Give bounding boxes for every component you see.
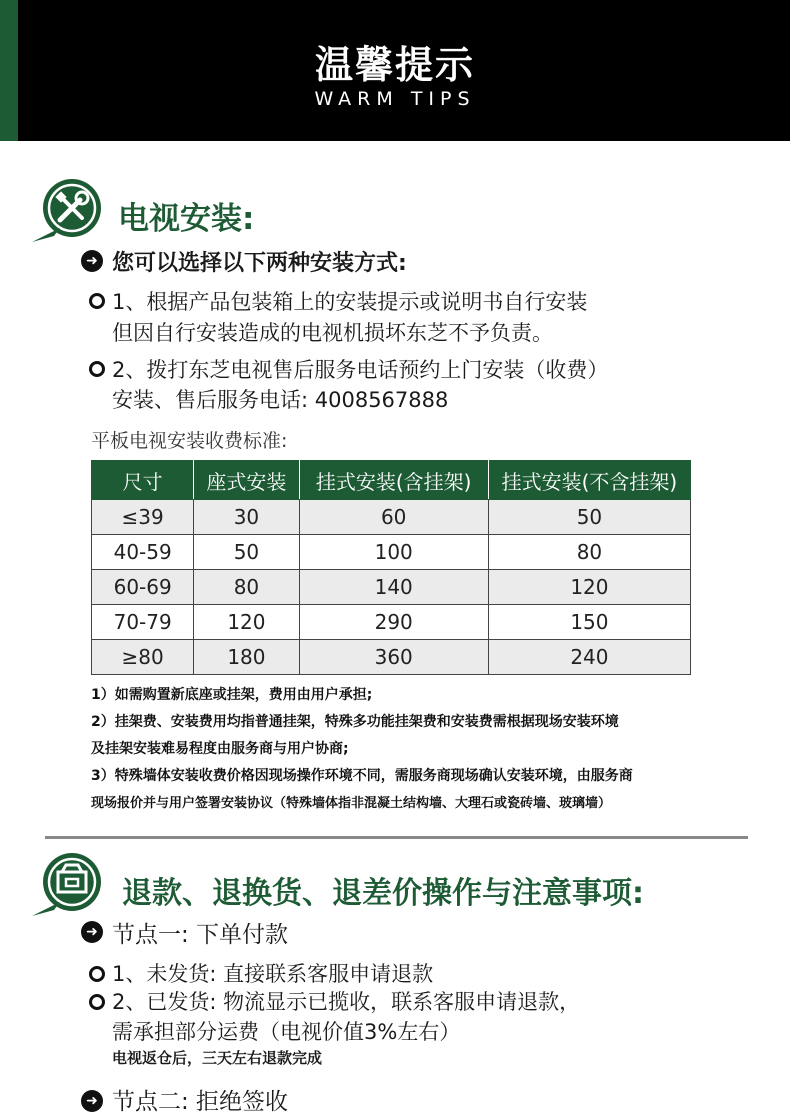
column-header: 挂式安装(不含挂架)	[488, 461, 690, 500]
fee-table-caption: 平板电视安装收费标准:	[91, 430, 288, 452]
circle-bullet-icon	[89, 966, 105, 982]
arrow-bullet-icon: ➜	[81, 250, 103, 272]
column-header: 挂式安装(含挂架)	[299, 461, 488, 500]
table-cell: 80	[194, 570, 299, 605]
table-header-row	[92, 461, 691, 500]
fee-note: 现场报价并与用户签署安装协议（特殊墙体指非混凝土结构墙、大理石或瓷砖墙、玻璃墙）	[91, 796, 612, 811]
table-cell: 70-79	[92, 605, 194, 640]
table-cell: ≤39	[92, 500, 194, 535]
node1-item1: 1、未发货: 直接联系客服申请退款	[112, 962, 434, 986]
install-fee-table	[91, 460, 691, 675]
table-cell: 50	[488, 500, 690, 535]
section-divider	[45, 836, 748, 839]
fee-note: 及挂架安装难易程度由服务商与用户协商;	[91, 741, 349, 757]
header-title: 温馨提示	[314, 43, 475, 87]
table-cell: 120	[488, 570, 690, 605]
install-option2-line1: 2、拨打东芝电视售后服务电话预约上门安装（收费）	[112, 358, 609, 382]
table-cell: 50	[194, 535, 299, 570]
table-cell: 180	[194, 640, 299, 675]
section-title-installation: 电视安装:	[118, 201, 255, 237]
circle-bullet-icon	[89, 293, 105, 309]
node1-note: 电视返仓后，三天左右退款完成	[112, 1049, 323, 1067]
table-row	[92, 535, 691, 570]
table-cell: ≥80	[92, 640, 194, 675]
tools-icon	[30, 176, 108, 246]
arrow-bullet-icon: ➜	[81, 921, 103, 943]
table-row	[92, 500, 691, 535]
table-cell: 150	[488, 605, 690, 640]
column-header: 尺寸	[92, 461, 194, 500]
column-header: 座式安装	[194, 461, 299, 500]
header-subtitle: WARM TIPS	[314, 88, 476, 110]
table-cell: 240	[488, 640, 690, 675]
node2-title: 节点二: 拒绝签收	[112, 1089, 289, 1115]
install-option1-line1: 1、根据产品包装箱上的安装提示或说明书自行安装	[112, 290, 588, 314]
node1-item2-line2: 需承担部分运费（电视价值3%左右）	[112, 1020, 461, 1044]
table-cell: 360	[299, 640, 488, 675]
node1-item2-line1: 2、已发货: 物流显示已揽收，联系客服申请退款，	[112, 990, 581, 1014]
table-cell: 60-69	[92, 570, 194, 605]
fee-note: 3）特殊墙体安装收费价格因现场操作环境不同，需服务商现场确认安装环境，由服务商	[91, 768, 633, 784]
table-cell: 80	[488, 535, 690, 570]
table-row	[92, 605, 691, 640]
header-banner	[0, 0, 790, 141]
fee-note: 1）如需购置新底座或挂架，费用由用户承担;	[91, 687, 373, 703]
package-icon	[30, 850, 108, 920]
section-title-refunds: 退款、退换货、退差价操作与注意事项:	[122, 876, 644, 911]
install-option2-line2: 安装、售后服务电话: 4008567888	[112, 388, 449, 412]
table-cell: 290	[299, 605, 488, 640]
table-cell: 60	[299, 500, 488, 535]
table-row	[92, 570, 691, 605]
install-option1-line2: 但因自行安装造成的电视机损坏东芝不予负责。	[112, 321, 553, 345]
fee-note: 2）挂架费、安装费用均指普通挂架，特殊多功能挂架费和安装费需根据现场安装环境	[91, 714, 619, 730]
fee-notes	[91, 682, 731, 817]
install-intro: 您可以选择以下两种安装方式:	[112, 251, 407, 276]
table-cell: 100	[299, 535, 488, 570]
table-cell: 30	[194, 500, 299, 535]
table-row	[92, 640, 691, 675]
table-cell: 120	[194, 605, 299, 640]
circle-bullet-icon	[89, 361, 105, 377]
node1-title: 节点一: 下单付款	[112, 922, 289, 948]
arrow-bullet-icon: ➜	[81, 1090, 103, 1112]
table-cell: 40-59	[92, 535, 194, 570]
table-cell: 140	[299, 570, 488, 605]
circle-bullet-icon	[89, 994, 105, 1010]
